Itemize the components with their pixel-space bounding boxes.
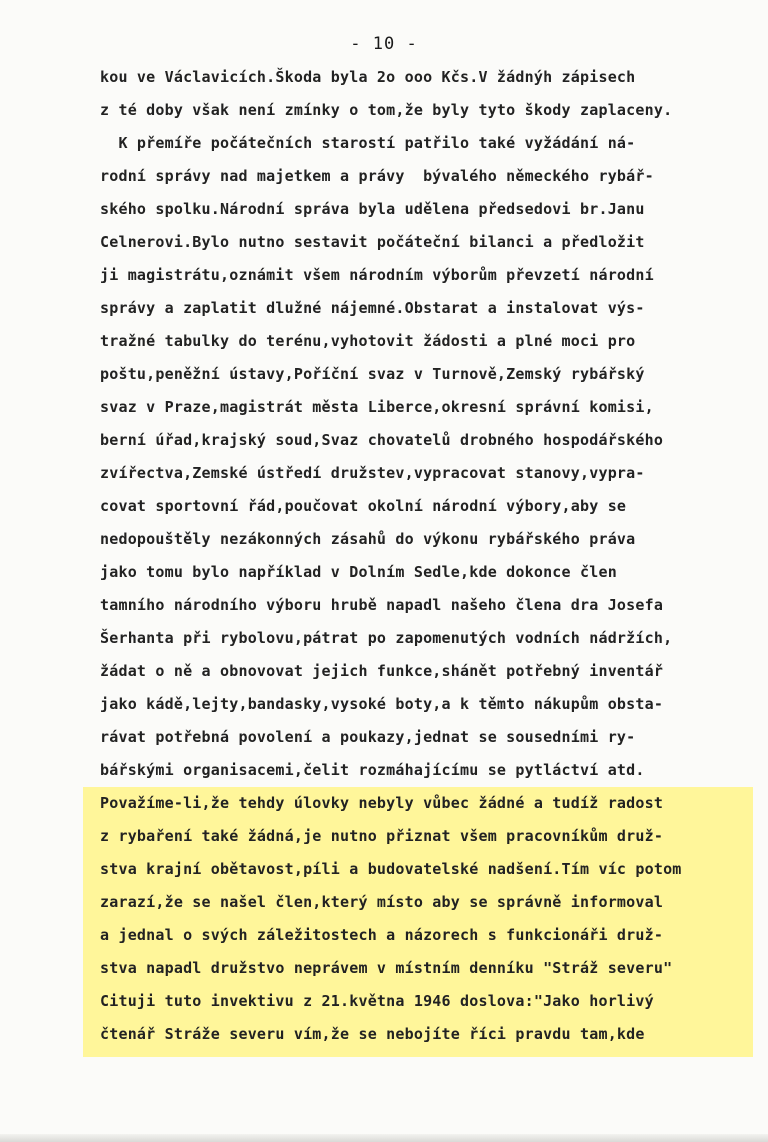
text-line: svaz v Praze,magistrát města Liberce,okresní správní komisi,: [100, 398, 654, 416]
page-bottom-edge: [0, 1134, 768, 1142]
text-line: covat sportovní řád,poučovat okolní národní výbory,aby se: [100, 497, 627, 515]
text-line: tamního národního výboru hrubě napadl našeho člena dra Josefa: [100, 596, 664, 614]
text-line: K přemíře počátečních starostí patřilo také vyžádání ná-: [100, 134, 636, 152]
page-number: - 10 -: [350, 34, 418, 54]
text-line: stva napadl družstvo neprávem v místním denníku "Stráž severu": [100, 959, 673, 977]
text-line: čtenář Stráže severu vím,že se nebojíte říci pravdu tam,kde: [100, 1025, 645, 1043]
text-line: z té doby však není zmínky o tom,že byly tyto škody zaplaceny.: [100, 101, 673, 119]
text-line: tražné tabulky do terénu,vyhotovit žádosti a plné moci pro: [100, 332, 636, 350]
text-line: rodní správy nad majetkem a právy bývalého německého rybář-: [100, 167, 654, 185]
text-line: ji magistrátu,oznámit všem národním výborům převzetí národní: [100, 266, 654, 284]
text-line: z rybaření také žádná,je nutno přiznat všem pracovníkům druž-: [100, 827, 664, 845]
text-line: poštu,peněžní ústavy,Poříční svaz v Turnově,Zemský rybářský: [100, 365, 645, 383]
text-line: Považíme-li,že tehdy úlovky nebyly vůbec žádné a tudíž radost: [100, 794, 664, 812]
text-line: žádat o ně a obnovovat jejich funkce,shánět potřebný inventář: [100, 662, 664, 680]
text-line: nedopouštěly nezákonných zásahů do výkonu rybářského práva: [100, 530, 636, 548]
text-line: kou ve Václavicích.Škoda byla 2o ooo Kčs.V žádnýh zápisech: [100, 68, 636, 86]
text-line: berní úřad,krajský soud,Svaz chovatelů drobného hospodářského: [100, 431, 664, 449]
text-line: správy a zaplatit dlužné nájemné.Obstarat a instalovat výs-: [100, 299, 645, 317]
text-line: zvířectva,Zemské ústředí družstev,vypracovat stanovy,vypra-: [100, 464, 645, 482]
text-line: jako kádě,lejty,bandasky,vysoké boty,a k těmto nákupům obsta-: [100, 695, 664, 713]
text-line: ského spolku.Národní správa byla udělena předsedovi br.Janu: [100, 200, 645, 218]
text-line: bářskými organisacemi,čelit rozmáhajícímu se pytláctví atd.: [100, 761, 645, 779]
text-line: a jednal o svých záležitostech a názorech s funkcionáři druž-: [100, 926, 664, 944]
text-line: Cituji tuto invektivu z 21.května 1946 doslova:"Jako horlivý: [100, 992, 654, 1010]
text-line: Celnerovi.Bylo nutno sestavit počáteční bilanci a předložit: [100, 233, 645, 251]
text-line: jako tomu bylo například v Dolním Sedle,kde dokonce člen: [100, 563, 617, 581]
text-line: Šerhanta při rybolovu,pátrat po zapomenutých vodních nádržích,: [100, 629, 673, 647]
text-line: stva krajní obětavost,píli a budovatelské nadšení.Tím víc potom: [100, 860, 682, 878]
text-line: zarazí,že se našel člen,který místo aby se správně informoval: [100, 893, 664, 911]
text-line: rávat potřebná povolení a poukazy,jednat se sousedními ry-: [100, 728, 636, 746]
